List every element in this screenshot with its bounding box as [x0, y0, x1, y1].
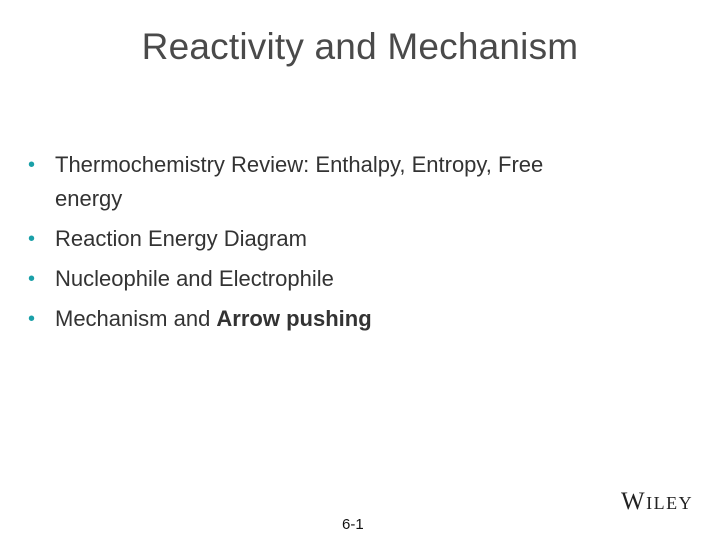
bullet-text: Mechanism and: [55, 306, 217, 331]
slide-title: Reactivity and Mechanism: [141, 26, 579, 67]
bullet-item-mechanism: [26, 299, 666, 339]
bullet-item-thermochemistry: [26, 148, 666, 216]
wiley-logo: Wiley: [621, 488, 694, 515]
bullet-text: Thermochemistry Review: Enthalpy, Entropy, Free energy: [55, 152, 544, 211]
bullet-text: Reaction Energy Diagram: [55, 226, 307, 251]
bullet-item-nucleophile: [26, 259, 666, 299]
bullet-dot-icon: •: [28, 268, 36, 290]
bullet-list: [26, 148, 666, 339]
bullet-item-energy-diagram: [26, 219, 666, 259]
bullet-text: Nucleophile and Electrophile: [55, 266, 334, 291]
bullet-text-bold: Arrow pushing: [216, 306, 372, 331]
bullet-dot-icon: •: [28, 228, 36, 250]
bullet-dot-icon: •: [28, 308, 36, 330]
bullet-dot-icon: •: [28, 154, 36, 176]
page-number: 6-1: [342, 516, 364, 533]
